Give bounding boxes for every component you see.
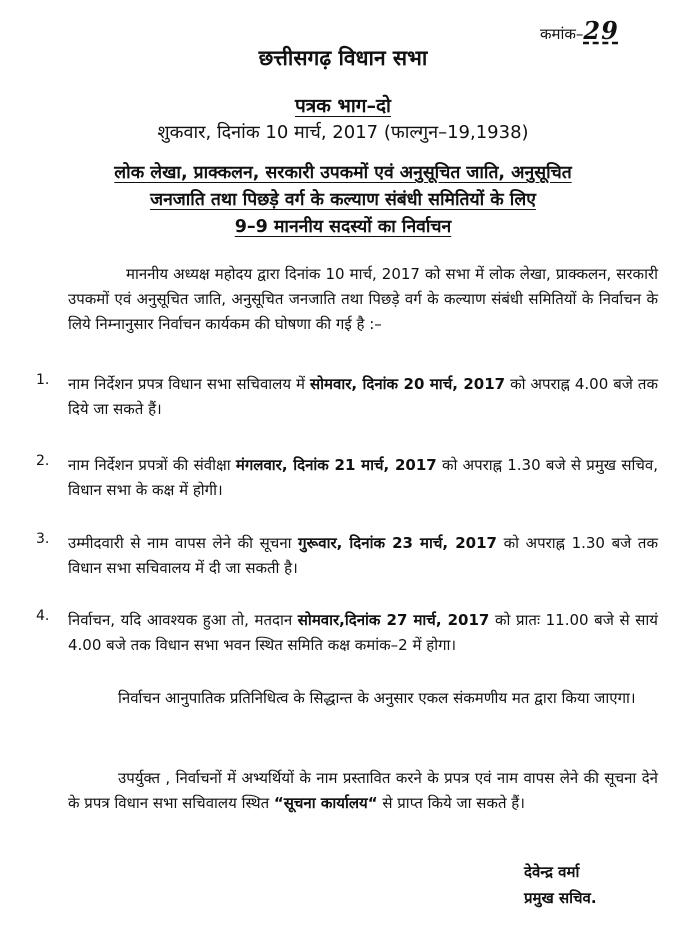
list-item xyxy=(68,531,658,581)
item-text: को प्रातः 11.00 बजे से सायं 4.00 बजे तक विधान सभा भवन स्थित समिति कक्ष कमांक–2 में होगा। xyxy=(68,611,658,654)
item-text: नाम निर्देशन प्रपत्र विधान सभा सचिवालय में xyxy=(68,375,310,393)
document-number-value: 29 xyxy=(583,16,619,45)
heading-line-2: जनजाति तथा पिछड़े वर्ग के कल्याण संबंधी समितियों के लिए xyxy=(150,190,536,210)
item-text: उम्मीदवारी से नाम वापस लेने की सूचना xyxy=(68,534,299,552)
item-date: सोमवार,दिनांक 27 मार्च, 2017 xyxy=(297,611,490,629)
heading-line-1: लोक लेखा, प्राक्कलन, सरकारी उपकमों एवं अनुसूचित जाति, अनुसूचित xyxy=(114,163,572,183)
item-date: सोमवार, दिनांक 20 मार्च, 2017 xyxy=(310,375,506,393)
item-number: 3. xyxy=(36,531,50,547)
item-number: 2. xyxy=(36,453,50,469)
bulletin-subtitle: पत्रक भाग–दो xyxy=(295,95,391,117)
list-item xyxy=(68,453,658,503)
item-number: 1. xyxy=(36,372,50,388)
list-item xyxy=(68,608,658,658)
signatory-designation: प्रमुख सचिव. xyxy=(524,889,597,907)
heading-line-3: 9–9 माननीय सदस्यों का निर्वाचन xyxy=(234,217,452,237)
forms-availability-paragraph xyxy=(68,766,658,816)
item-text: निर्वाचन, यदि आवश्यक हुआ तो, मतदान xyxy=(68,611,298,629)
document-number-label: कमांक– xyxy=(540,25,584,43)
item-date: गुरूवार, दिनांक 23 मार्च, 2017 xyxy=(298,534,497,552)
item-text: को अपराह्न 4.00 बजे तक दिये जा सकते हैं। xyxy=(68,375,658,418)
paragraph-text: उपर्युक्त , निर्वाचनों में अभ्यर्थियों के नाम प्रस्तावित करने के प्रपत्र एवं नाम वापस लेने की सूचना देने के प्रपत्र विधान सभा सचिवालय स्थित xyxy=(68,769,658,812)
voting-method-paragraph: निर्वाचन आनुपातिक प्रतिनिधित्व के सिद्धान्त के अनुसार एकल संकमणीय मत द्वारा किया जाएगा। xyxy=(118,689,636,707)
office-name: “सूचना कार्यालय“ xyxy=(273,794,378,812)
document-number xyxy=(540,16,619,45)
item-number: 4. xyxy=(36,608,50,624)
paragraph-text: से प्राप्त किये जा सकते हैं। xyxy=(377,794,525,812)
list-item xyxy=(68,372,658,422)
item-text: नाम निर्देशन प्रपत्रों की संवीक्षा xyxy=(68,456,236,474)
assembly-title: छत्तीसगढ़ विधान सभा xyxy=(258,46,428,70)
intro-paragraph: माननीय अध्यक्ष महोदय द्वारा दिनांक 10 मार्च, 2017 को सभा में लोक लेखा, प्राक्कलन, सरकारी उपकमों एवं अनुसूचित जाति, अनुसूचित जनजाति तथा पिछड़े वर्ग के कल्याण संबंधी समितियों के निर्वाचन के लिये निम्नानुसार निर्वाचन कार्यकम की घोषणा की गई है :– xyxy=(68,265,658,333)
bulletin-date: शुकवार, दिनांक 10 मार्च, 2017 (फाल्गुन–19,1938) xyxy=(157,122,529,143)
item-date: मंगलवार, दिनांक 21 मार्च, 2017 xyxy=(235,456,437,474)
signatory-name: देवेन्द्र वर्मा xyxy=(524,863,580,881)
notice-heading xyxy=(0,160,686,241)
item-text: को अपराह्न 1.30 बजे से प्रमुख सचिव, विधान सभा के कक्ष में होगी। xyxy=(68,456,658,499)
item-text: को अपराह्न 1.30 बजे तक विधान सभा सचिवालय में दी जा सकती है। xyxy=(68,534,658,577)
